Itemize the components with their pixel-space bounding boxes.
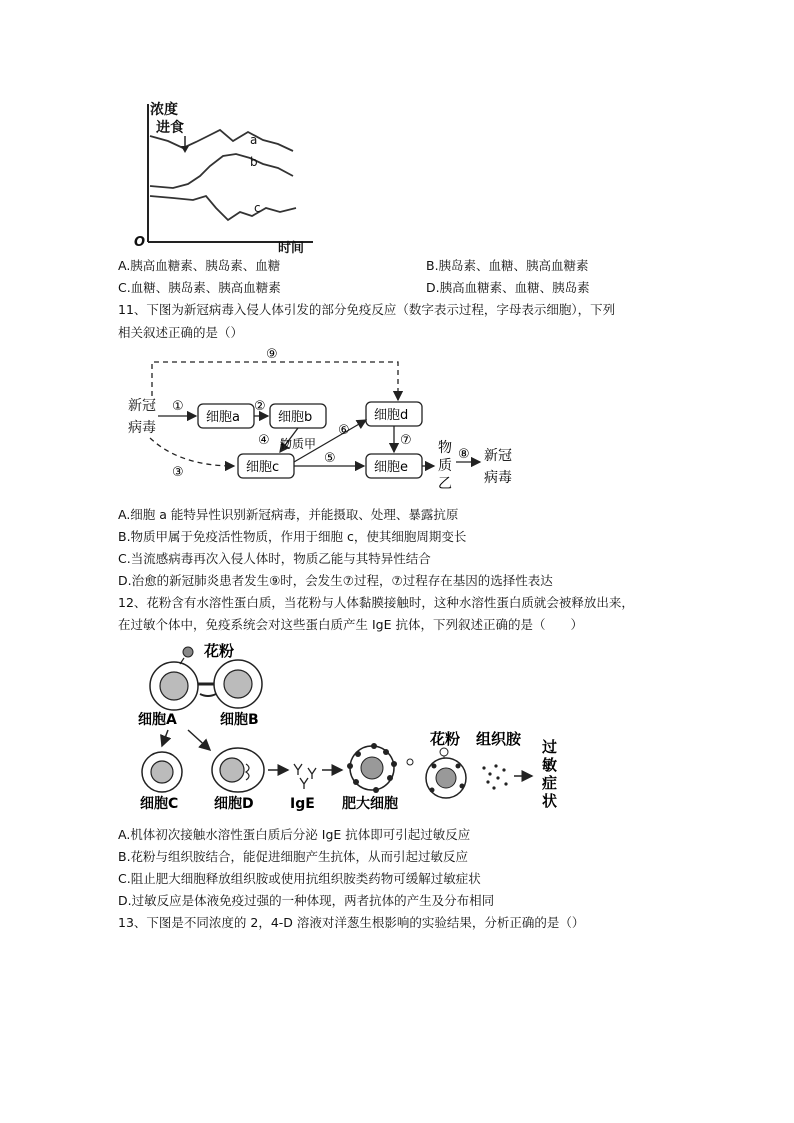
allergy-char-2: 敏 [542,756,558,774]
q10-option-d[interactable]: D.胰高血糖素、血糖、胰岛素 [426,280,590,295]
q12-option-d[interactable]: D.过敏反应是体液免疫过强的一种体现，两者抗体的产生及分布相同 [118,893,495,908]
step-3: ③ [172,465,184,480]
q10-option-a[interactable]: A.胰高血糖素、胰岛素、血糖 [118,258,281,273]
allergy-char-4: 状 [542,792,558,810]
feed-label: 进食 [156,120,184,136]
cell-b-label: 细胞b [278,410,313,425]
substance-yi-3: 乙 [438,476,452,492]
cell-c-label: 细胞c [246,460,280,475]
mast-cell-label: 肥大细胞 [342,796,398,812]
origin-label: O [134,235,146,250]
virus-end-1: 新冠 [484,448,512,464]
curve-b [150,154,293,188]
q11-diagram [120,344,540,494]
y-axis-label: 浓度 [150,102,178,118]
q10-graph [128,96,328,256]
cell-b-drawing [214,660,262,708]
step-9: ⑨ [266,347,278,362]
cell-b-label: 细胞B [220,712,259,728]
q12-stem-line2: 在过敏个体中，免疫系统会对这些蛋白质产生 IgE 抗体，下列叙述正确的是（ ） [118,617,583,632]
allergy-char-3: 症 [542,774,558,792]
curve-c [150,196,296,220]
substance-yi-1: 物 [438,440,452,456]
curve-b-label: b [250,155,258,169]
cell-d-drawing [212,748,264,792]
cell-c-drawing [142,752,182,792]
cell-e-label: 细胞e [374,460,408,475]
cell-d-label: 细胞D [214,796,254,812]
virus-label-1: 新冠 [128,398,156,414]
virus-label-2: 病毒 [128,420,156,436]
pollen-on-cell-a [180,647,193,664]
q12-stem-line1: 12、花粉含有水溶性蛋白质，当花粉与人体黏膜接触时，这种水溶性蛋白质就会被释放出来， [118,595,634,610]
q10-option-b[interactable]: B.胰岛素、血糖、胰高血糖素 [426,258,589,273]
q11-stem-line1: 11、下图为新冠病毒入侵人体引发的部分免疫反应（数字表示过程，字母表示细胞），下列 [118,302,616,317]
q11-stem-line2: 相关叙述正确的是（） [118,325,244,340]
step-5: ⑤ [324,451,336,466]
allergy-char-1: 过 [542,738,558,756]
q13-stem: 13、下图是不同浓度的 2，4-D 溶液对洋葱生根影响的实验结果，分析正确的是（） [118,915,585,930]
mast-cell-drawing [347,743,397,793]
step-8: ⑧ [458,447,470,462]
cell-a-drawing [150,662,198,710]
x-axis-label: 时间 [278,241,305,256]
step-4: ④ [258,433,270,448]
substance-jia-label: 物质甲 [280,437,317,451]
q11-option-d[interactable]: D.治愈的新冠肺炎患者发生⑨时，会发生⑦过程，⑦过程存在基因的选择性表达 [118,573,553,588]
step-7: ⑦ [400,433,412,448]
q11-option-b[interactable]: B.物质甲属于免疫活性物质，作用于细胞 c，使其细胞周期变长 [118,529,467,544]
histamine-dots [482,764,507,789]
cell-c-label: 细胞C [140,796,179,812]
cell-a-label: 细胞a [206,410,240,425]
ige-antibodies [294,764,316,789]
cell-a-label: 细胞A [138,712,177,728]
pollen2-label: 花粉 [430,730,461,748]
q12-option-a[interactable]: A.机体初次接触水溶性蛋白质后分泌 IgE 抗体即可引起过敏反应 [118,827,471,842]
step-2: ② [254,399,266,414]
q11-option-a[interactable]: A.细胞 a 能特异性识别新冠病毒，并能摄取、处理、暴露抗原 [118,507,459,522]
histamine-label: 组织胺 [476,730,522,748]
cell-d-label: 细胞d [374,408,409,423]
mast-cell-activated [426,748,466,798]
step-6: ⑥ [338,423,350,438]
pollen-label: 花粉 [204,642,235,660]
q12-option-c[interactable]: C.阻止肥大细胞释放组织胺或使用抗组织胺类药物可缓解过敏症状 [118,871,481,886]
curve-a-label: a [250,133,258,147]
q10-option-c[interactable]: C.血糖、胰岛素、胰高血糖素 [118,280,281,295]
curve-c-label: c [254,201,261,215]
substance-yi-2: 质 [438,458,452,474]
q12-diagram [128,638,588,816]
virus-end-2: 病毒 [484,470,512,486]
ige-label: IgE [290,796,315,812]
step-1: ① [172,399,184,414]
q11-option-c[interactable]: C.当流感病毒再次入侵人体时，物质乙能与其特异性结合 [118,551,431,566]
q12-option-b[interactable]: B.花粉与组织胺结合，能促进细胞产生抗体，从而引起过敏反应 [118,849,469,864]
